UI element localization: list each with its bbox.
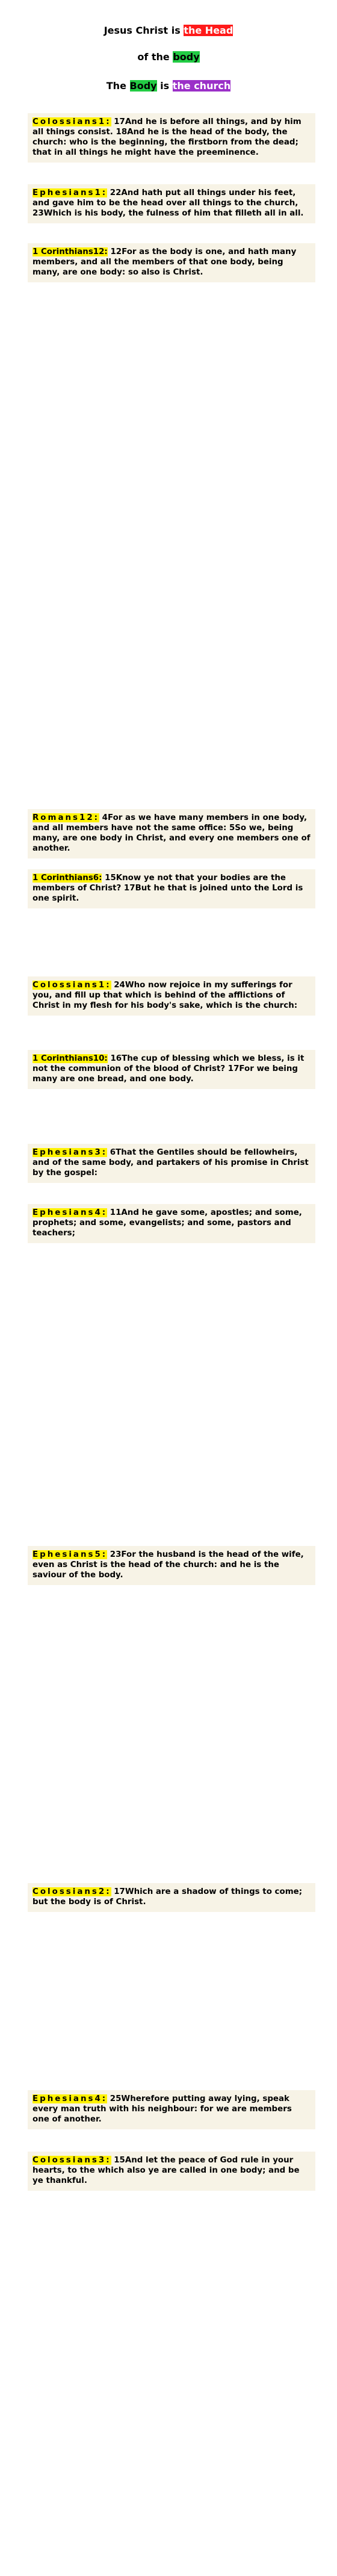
title-highlight-body: body (173, 51, 200, 63)
verse-text: 16The cup of blessing which we bless, is it not the communion of the blood of Christ? 17For we being many are one bread, and one body. (32, 1054, 305, 1084)
verse-reference: Ephesians5: (32, 1550, 108, 1559)
title-line-1 (0, 24, 337, 37)
verse-text: 4For as we have many members in one body, and all members have not the same office: 5So we, being many, are one body in Christ, and every one members one of another. (32, 813, 311, 853)
verse-card (28, 243, 315, 282)
verse-reference: Colossians1: (32, 981, 111, 990)
title-highlight-head: the Head (184, 25, 233, 36)
verse-text: 12For as the body is one, and hath many members, and all the members of that one body, being many, are one body: so also is Christ. (32, 247, 297, 277)
verse-reference: 1 Corinthians10: (32, 1054, 108, 1063)
verse-card (28, 976, 315, 1016)
verse-reference: Colossians3: (32, 2156, 111, 2165)
verse-card (28, 1050, 315, 1089)
verse-reference: Colossians1: (32, 117, 111, 126)
title-text: of the (137, 51, 173, 63)
title-line-3 (0, 79, 337, 93)
verse-reference: 1 Corinthians12: (32, 247, 108, 256)
verse-reference: Colossians2: (32, 1887, 111, 1896)
verse-card (28, 869, 315, 908)
verse-text: 23For the husband is the head of the wife, even as Christ is the head of the church: and he is the saviour of the body. (32, 1550, 304, 1580)
verse-reference: Ephesians4: (32, 1208, 108, 1217)
verse-card (28, 2152, 315, 2191)
verse-text: 6That the Gentiles should be fellowheirs, and of the same body, and partakers of his promise in Christ by the gospel: (32, 1148, 309, 1178)
verse-text: 11And he gave some, apostles; and some, prophets; and some, evangelists; and some, pastors and teachers; (32, 1208, 302, 1238)
verse-reference: Ephesians1: (32, 188, 108, 197)
verse-text: 22And hath put all things under his feet, and gave him to be the head over all things to the church, 23Which is his body, the fulness of him that filleth all in all. (32, 188, 304, 218)
verse-reference: Ephesians4: (32, 2094, 108, 2103)
verse-reference: Ephesians3: (32, 1148, 108, 1157)
verse-card (28, 1546, 315, 1585)
verse-reference: Romans12: (32, 813, 99, 822)
title-highlight-body: Body (129, 80, 157, 92)
verse-reference: 1 Corinthians6: (32, 874, 102, 883)
verse-text: 24Who now rejoice in my sufferings for you, and fill up that which is behind of the afflictions of Christ in my flesh for his body's sake, which is the church: (32, 981, 298, 1010)
verse-text: 15Know ye not that your bodies are the members of Christ? 17But he that is joined unto the Lord is one spirit. (32, 874, 303, 903)
title-text: The (106, 80, 130, 92)
verse-text: 15And let the peace of God rule in your hearts, to the which also ye are called in one body; and be ye thankful. (32, 2156, 300, 2185)
title-text: is (156, 80, 173, 92)
verse-card (28, 2090, 315, 2129)
title-text: Jesus Christ is (104, 25, 184, 36)
verse-text: 17And he is before all things, and by him all things consist. 18And he is the head of the body, the church: who is the beginning, the firstborn from the dead; that in all things he might have the preeminence. (32, 117, 301, 157)
verse-card (28, 113, 315, 163)
verse-text: 25Wherefore putting away lying, speak every man truth with his neighbour: for we are members one of another. (32, 2094, 292, 2124)
verse-text: 17Which are a shadow of things to come; but the body is of Christ. (32, 1887, 303, 1907)
verse-card (28, 1204, 315, 1243)
verse-card (28, 809, 315, 858)
verse-card (28, 1883, 315, 1912)
verse-card (28, 1144, 315, 1183)
title-line-2 (0, 51, 337, 64)
verse-card (28, 184, 315, 223)
title-highlight-church: the church (172, 80, 231, 92)
